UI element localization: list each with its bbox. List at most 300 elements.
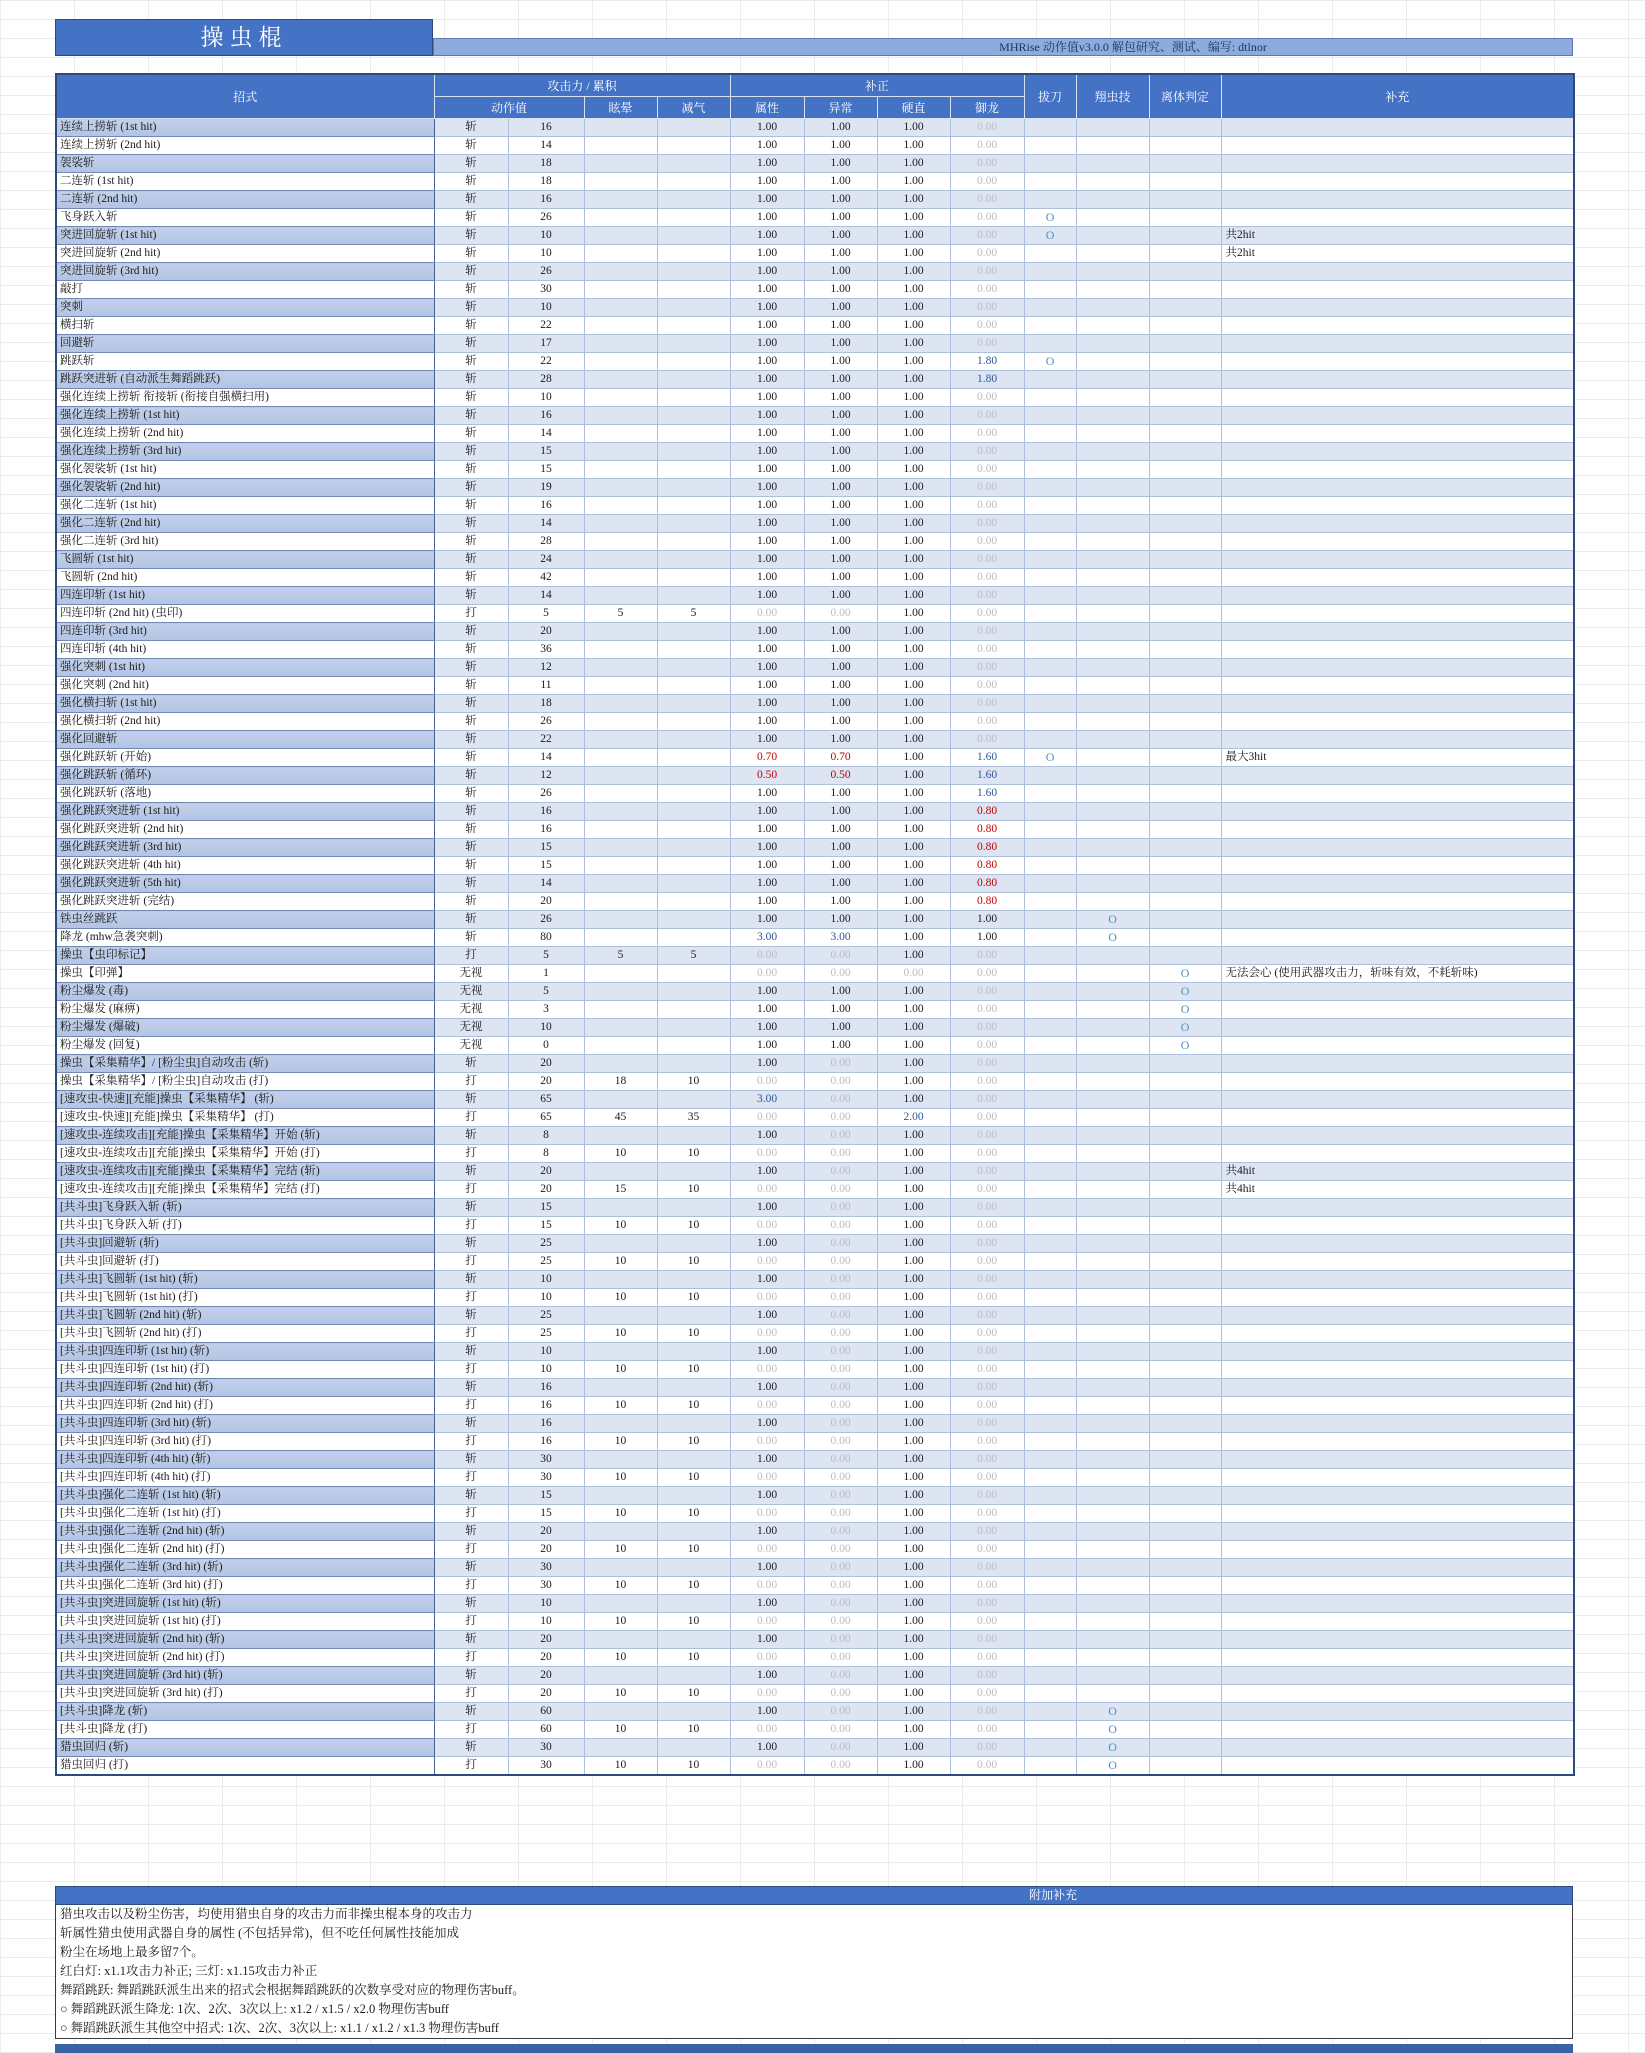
draw-attack-cell[interactable]: [1024, 947, 1076, 965]
riding-mod-cell[interactable]: 0.00: [950, 299, 1024, 317]
riding-mod-cell[interactable]: 0.00: [950, 1055, 1024, 1073]
motion-value-cell[interactable]: 65: [508, 1091, 584, 1109]
status-mod-cell[interactable]: 0.00: [804, 1487, 877, 1505]
stun-value-cell[interactable]: [584, 821, 657, 839]
status-mod-cell[interactable]: 0.00: [804, 1397, 877, 1415]
draw-attack-cell[interactable]: [1024, 1433, 1076, 1451]
exhaust-value-cell[interactable]: [657, 317, 730, 335]
move-name-cell[interactable]: [共斗虫]四连印斩 (4th hit) (斩): [56, 1451, 434, 1469]
stun-value-cell[interactable]: [584, 1127, 657, 1145]
riding-mod-cell[interactable]: 0.00: [950, 1631, 1024, 1649]
rigidity-mod-cell[interactable]: 1.00: [877, 803, 950, 821]
wirebug-skill-cell[interactable]: [1076, 1289, 1149, 1307]
motion-value-cell[interactable]: 1: [508, 965, 584, 983]
draw-attack-cell[interactable]: [1024, 1307, 1076, 1325]
riding-mod-cell[interactable]: 0.00: [950, 947, 1024, 965]
move-name-cell[interactable]: [共斗虫]飞圆斩 (2nd hit) (斩): [56, 1307, 434, 1325]
rigidity-mod-cell[interactable]: 1.00: [877, 173, 950, 191]
damage-type-cell[interactable]: 打: [434, 1145, 508, 1163]
status-mod-cell[interactable]: 1.00: [804, 137, 877, 155]
riding-mod-cell[interactable]: 0.00: [950, 677, 1024, 695]
motion-value-cell[interactable]: 30: [508, 1469, 584, 1487]
note-cell[interactable]: [1221, 1001, 1574, 1019]
riding-mod-cell[interactable]: 0.00: [950, 245, 1024, 263]
note-cell[interactable]: [1221, 1019, 1574, 1037]
damage-type-cell[interactable]: 斩: [434, 1739, 508, 1757]
riding-mod-cell[interactable]: 0.00: [950, 1163, 1024, 1181]
stun-value-cell[interactable]: [584, 1631, 657, 1649]
status-mod-cell[interactable]: 0.00: [804, 1145, 877, 1163]
detached-hit-cell[interactable]: [1149, 155, 1221, 173]
riding-mod-cell[interactable]: 0.00: [950, 407, 1024, 425]
damage-type-cell[interactable]: 斩: [434, 1127, 508, 1145]
status-mod-cell[interactable]: 1.00: [804, 227, 877, 245]
rigidity-mod-cell[interactable]: 1.00: [877, 299, 950, 317]
exhaust-value-cell[interactable]: [657, 983, 730, 1001]
draw-attack-cell[interactable]: [1024, 1685, 1076, 1703]
note-cell[interactable]: [1221, 1523, 1574, 1541]
exhaust-value-cell[interactable]: [657, 335, 730, 353]
damage-type-cell[interactable]: 无视: [434, 1001, 508, 1019]
wirebug-skill-cell[interactable]: [1076, 1559, 1149, 1577]
damage-type-cell[interactable]: 打: [434, 1397, 508, 1415]
draw-attack-cell[interactable]: [1024, 1199, 1076, 1217]
draw-attack-cell[interactable]: [1024, 731, 1076, 749]
note-cell[interactable]: [1221, 1433, 1574, 1451]
detached-hit-cell[interactable]: [1149, 317, 1221, 335]
motion-value-cell[interactable]: 30: [508, 1739, 584, 1757]
status-mod-cell[interactable]: 0.00: [804, 1577, 877, 1595]
note-cell[interactable]: 共4hit: [1221, 1181, 1574, 1199]
status-mod-cell[interactable]: 0.00: [804, 1685, 877, 1703]
stun-value-cell[interactable]: [584, 839, 657, 857]
damage-type-cell[interactable]: 斩: [434, 227, 508, 245]
exhaust-value-cell[interactable]: [657, 155, 730, 173]
move-name-cell[interactable]: 横扫斩: [56, 317, 434, 335]
exhaust-value-cell[interactable]: 10: [657, 1505, 730, 1523]
element-mod-cell[interactable]: 1.00: [730, 425, 804, 443]
stun-value-cell[interactable]: [584, 191, 657, 209]
wirebug-skill-cell[interactable]: [1076, 803, 1149, 821]
riding-mod-cell[interactable]: 0.00: [950, 1091, 1024, 1109]
detached-hit-cell[interactable]: [1149, 623, 1221, 641]
element-mod-cell[interactable]: 1.00: [730, 407, 804, 425]
note-cell[interactable]: [1221, 1127, 1574, 1145]
element-mod-cell[interactable]: 1.00: [730, 317, 804, 335]
stun-value-cell[interactable]: [584, 551, 657, 569]
damage-type-cell[interactable]: 斩: [434, 677, 508, 695]
note-cell[interactable]: [1221, 1631, 1574, 1649]
exhaust-value-cell[interactable]: 10: [657, 1325, 730, 1343]
motion-value-cell[interactable]: 16: [508, 821, 584, 839]
element-mod-cell[interactable]: 1.00: [730, 1487, 804, 1505]
rigidity-mod-cell[interactable]: 1.00: [877, 353, 950, 371]
detached-hit-circle-mark[interactable]: O: [1149, 1037, 1221, 1055]
motion-value-cell[interactable]: 25: [508, 1253, 584, 1271]
header-element[interactable]: 属性: [730, 97, 804, 119]
draw-attack-cell[interactable]: [1024, 245, 1076, 263]
detached-hit-cell[interactable]: [1149, 281, 1221, 299]
move-name-cell[interactable]: 粉尘爆发 (爆破): [56, 1019, 434, 1037]
element-mod-cell[interactable]: 0.00: [730, 1217, 804, 1235]
stun-value-cell[interactable]: [584, 443, 657, 461]
rigidity-mod-cell[interactable]: 1.00: [877, 1253, 950, 1271]
damage-type-cell[interactable]: 打: [434, 1613, 508, 1631]
motion-value-cell[interactable]: 20: [508, 893, 584, 911]
status-mod-cell[interactable]: 1.00: [804, 821, 877, 839]
wirebug-skill-cell[interactable]: [1076, 659, 1149, 677]
stun-value-cell[interactable]: [584, 803, 657, 821]
draw-attack-cell[interactable]: [1024, 479, 1076, 497]
motion-value-cell[interactable]: 14: [508, 749, 584, 767]
draw-attack-cell[interactable]: [1024, 1541, 1076, 1559]
riding-mod-cell[interactable]: 1.60: [950, 785, 1024, 803]
move-name-cell[interactable]: 强化跳跃突进斩 (1st hit): [56, 803, 434, 821]
draw-attack-cell[interactable]: [1024, 893, 1076, 911]
rigidity-mod-cell[interactable]: 1.00: [877, 1685, 950, 1703]
rigidity-mod-cell[interactable]: 1.00: [877, 227, 950, 245]
stun-value-cell[interactable]: [584, 1343, 657, 1361]
motion-value-cell[interactable]: 20: [508, 1667, 584, 1685]
note-cell[interactable]: [1221, 155, 1574, 173]
riding-mod-cell[interactable]: 0.00: [950, 1757, 1024, 1776]
exhaust-value-cell[interactable]: 10: [657, 1685, 730, 1703]
stun-value-cell[interactable]: [584, 515, 657, 533]
rigidity-mod-cell[interactable]: 1.00: [877, 1019, 950, 1037]
exhaust-value-cell[interactable]: [657, 1415, 730, 1433]
status-mod-cell[interactable]: 1.00: [804, 911, 877, 929]
note-cell[interactable]: [1221, 371, 1574, 389]
exhaust-value-cell[interactable]: 10: [657, 1433, 730, 1451]
stun-value-cell[interactable]: [584, 1199, 657, 1217]
detached-hit-cell[interactable]: [1149, 857, 1221, 875]
damage-type-cell[interactable]: 打: [434, 1757, 508, 1776]
header-rigidity[interactable]: 硬直: [877, 97, 950, 119]
stun-value-cell[interactable]: 10: [584, 1469, 657, 1487]
element-mod-cell[interactable]: 1.00: [730, 209, 804, 227]
riding-mod-cell[interactable]: 0.00: [950, 1289, 1024, 1307]
status-mod-cell[interactable]: 1.00: [804, 299, 877, 317]
motion-value-cell[interactable]: 15: [508, 839, 584, 857]
motion-value-cell[interactable]: 15: [508, 443, 584, 461]
move-name-cell[interactable]: 强化连续上捞斩 (3rd hit): [56, 443, 434, 461]
rigidity-mod-cell[interactable]: 1.00: [877, 245, 950, 263]
exhaust-value-cell[interactable]: [657, 1091, 730, 1109]
motion-value-cell[interactable]: 14: [508, 875, 584, 893]
riding-mod-cell[interactable]: 0.00: [950, 1505, 1024, 1523]
detached-hit-cell[interactable]: [1149, 1397, 1221, 1415]
header-stun[interactable]: 眩晕: [584, 97, 657, 119]
status-mod-cell[interactable]: 1.00: [804, 1001, 877, 1019]
motion-value-cell[interactable]: 10: [508, 245, 584, 263]
note-cell[interactable]: [1221, 191, 1574, 209]
stun-value-cell[interactable]: [584, 659, 657, 677]
status-mod-cell[interactable]: 1.00: [804, 335, 877, 353]
detached-hit-cell[interactable]: [1149, 587, 1221, 605]
stun-value-cell[interactable]: [584, 1379, 657, 1397]
status-mod-cell[interactable]: 1.00: [804, 155, 877, 173]
wirebug-skill-cell[interactable]: [1076, 1685, 1149, 1703]
rigidity-mod-cell[interactable]: 1.00: [877, 1343, 950, 1361]
damage-type-cell[interactable]: 打: [434, 1325, 508, 1343]
status-mod-cell[interactable]: 0.00: [804, 1091, 877, 1109]
exhaust-value-cell[interactable]: [657, 1451, 730, 1469]
wirebug-skill-cell[interactable]: [1076, 497, 1149, 515]
stun-value-cell[interactable]: [584, 353, 657, 371]
rigidity-mod-cell[interactable]: 1.00: [877, 1415, 950, 1433]
move-name-cell[interactable]: [共斗虫]四连印斩 (1st hit) (打): [56, 1361, 434, 1379]
damage-type-cell[interactable]: 斩: [434, 191, 508, 209]
stun-value-cell[interactable]: [584, 1703, 657, 1721]
appendix-note-line[interactable]: 斩属性猎虫使用武器自身的属性 (不包括异常)，但不吃任何属性技能加成: [60, 1926, 459, 1940]
wirebug-skill-cell[interactable]: [1076, 1667, 1149, 1685]
status-mod-cell[interactable]: 0.00: [804, 1559, 877, 1577]
motion-value-cell[interactable]: 20: [508, 1523, 584, 1541]
riding-mod-cell[interactable]: 0.00: [950, 281, 1024, 299]
wirebug-skill-cell[interactable]: [1076, 767, 1149, 785]
element-mod-cell[interactable]: 1.00: [730, 677, 804, 695]
stun-value-cell[interactable]: 18: [584, 1073, 657, 1091]
riding-mod-cell[interactable]: 1.60: [950, 767, 1024, 785]
motion-value-cell[interactable]: 16: [508, 119, 584, 137]
motion-value-cell[interactable]: 10: [508, 389, 584, 407]
damage-type-cell[interactable]: 斩: [434, 407, 508, 425]
riding-mod-cell[interactable]: 0.00: [950, 1649, 1024, 1667]
stun-value-cell[interactable]: [584, 407, 657, 425]
rigidity-mod-cell[interactable]: 1.00: [877, 1199, 950, 1217]
detached-hit-cell[interactable]: [1149, 1433, 1221, 1451]
motion-value-cell[interactable]: 16: [508, 407, 584, 425]
note-cell[interactable]: [1221, 1739, 1574, 1757]
rigidity-mod-cell[interactable]: 1.00: [877, 533, 950, 551]
damage-type-cell[interactable]: 斩: [434, 875, 508, 893]
wirebug-skill-cell[interactable]: [1076, 137, 1149, 155]
motion-value-cell[interactable]: 11: [508, 677, 584, 695]
note-cell[interactable]: [1221, 857, 1574, 875]
damage-type-cell[interactable]: 斩: [434, 857, 508, 875]
detached-hit-cell[interactable]: [1149, 1613, 1221, 1631]
element-mod-cell[interactable]: 1.00: [730, 371, 804, 389]
move-name-cell[interactable]: [共斗虫]强化二连斩 (3rd hit) (斩): [56, 1559, 434, 1577]
status-mod-cell[interactable]: 1.00: [804, 983, 877, 1001]
exhaust-value-cell[interactable]: 10: [657, 1397, 730, 1415]
wirebug-skill-circle-mark[interactable]: O: [1076, 1721, 1149, 1739]
element-mod-cell[interactable]: 1.00: [730, 1001, 804, 1019]
draw-attack-cell[interactable]: [1024, 137, 1076, 155]
wirebug-skill-cell[interactable]: [1076, 1271, 1149, 1289]
detached-hit-cell[interactable]: [1149, 1199, 1221, 1217]
move-name-cell[interactable]: 飞圆斩 (2nd hit): [56, 569, 434, 587]
move-name-cell[interactable]: 强化跳跃斩 (循环): [56, 767, 434, 785]
status-mod-cell[interactable]: 0.00: [804, 1757, 877, 1776]
wirebug-skill-cell[interactable]: [1076, 965, 1149, 983]
detached-hit-cell[interactable]: [1149, 1757, 1221, 1776]
element-mod-cell[interactable]: 1.00: [730, 641, 804, 659]
riding-mod-cell[interactable]: 0.00: [950, 1523, 1024, 1541]
riding-mod-cell[interactable]: 0.00: [950, 1397, 1024, 1415]
note-cell[interactable]: [1221, 515, 1574, 533]
damage-type-cell[interactable]: 打: [434, 1289, 508, 1307]
exhaust-value-cell[interactable]: 5: [657, 947, 730, 965]
riding-mod-cell[interactable]: 0.80: [950, 893, 1024, 911]
draw-attack-cell[interactable]: [1024, 443, 1076, 461]
move-name-cell[interactable]: [共斗虫]降龙 (打): [56, 1721, 434, 1739]
wirebug-skill-cell[interactable]: [1076, 551, 1149, 569]
draw-attack-cell[interactable]: [1024, 1595, 1076, 1613]
stun-value-cell[interactable]: [584, 155, 657, 173]
rigidity-mod-cell[interactable]: 1.00: [877, 335, 950, 353]
note-cell[interactable]: [1221, 623, 1574, 641]
move-name-cell[interactable]: [共斗虫]四连印斩 (3rd hit) (打): [56, 1433, 434, 1451]
detached-hit-cell[interactable]: [1149, 821, 1221, 839]
damage-type-cell[interactable]: 斩: [434, 785, 508, 803]
stun-value-cell[interactable]: [584, 137, 657, 155]
stun-value-cell[interactable]: [584, 209, 657, 227]
motion-value-cell[interactable]: 14: [508, 137, 584, 155]
motion-value-cell[interactable]: 15: [508, 1487, 584, 1505]
rigidity-mod-cell[interactable]: 1.00: [877, 983, 950, 1001]
damage-type-cell[interactable]: 无视: [434, 1019, 508, 1037]
element-mod-cell[interactable]: 1.00: [730, 1163, 804, 1181]
riding-mod-cell[interactable]: 0.00: [950, 515, 1024, 533]
rigidity-mod-cell[interactable]: 1.00: [877, 785, 950, 803]
damage-type-cell[interactable]: 斩: [434, 1379, 508, 1397]
motion-value-cell[interactable]: 26: [508, 209, 584, 227]
move-name-cell[interactable]: 强化连续上捞斩 (2nd hit): [56, 425, 434, 443]
detached-hit-cell[interactable]: [1149, 1109, 1221, 1127]
element-mod-cell[interactable]: 0.00: [730, 1073, 804, 1091]
motion-value-cell[interactable]: 12: [508, 659, 584, 677]
rigidity-mod-cell[interactable]: 1.00: [877, 1001, 950, 1019]
riding-mod-cell[interactable]: 0.00: [950, 1595, 1024, 1613]
detached-hit-circle-mark[interactable]: O: [1149, 1001, 1221, 1019]
detached-hit-cell[interactable]: [1149, 137, 1221, 155]
exhaust-value-cell[interactable]: [657, 659, 730, 677]
riding-mod-cell[interactable]: 0.00: [950, 1199, 1024, 1217]
element-mod-cell[interactable]: 1.00: [730, 1559, 804, 1577]
exhaust-value-cell[interactable]: [657, 119, 730, 137]
element-mod-cell[interactable]: 3.00: [730, 1091, 804, 1109]
detached-hit-cell[interactable]: [1149, 767, 1221, 785]
note-cell[interactable]: [1221, 713, 1574, 731]
damage-type-cell[interactable]: 斩: [434, 569, 508, 587]
draw-attack-cell[interactable]: [1024, 1631, 1076, 1649]
rigidity-mod-cell[interactable]: 1.00: [877, 425, 950, 443]
wirebug-skill-cell[interactable]: [1076, 245, 1149, 263]
element-mod-cell[interactable]: 1.00: [730, 461, 804, 479]
detached-hit-cell[interactable]: [1149, 263, 1221, 281]
stun-value-cell[interactable]: [584, 911, 657, 929]
stun-value-cell[interactable]: [584, 1487, 657, 1505]
detached-hit-cell[interactable]: [1149, 245, 1221, 263]
detached-hit-cell[interactable]: [1149, 947, 1221, 965]
riding-mod-cell[interactable]: 0.00: [950, 389, 1024, 407]
rigidity-mod-cell[interactable]: 1.00: [877, 1505, 950, 1523]
rigidity-mod-cell[interactable]: 1.00: [877, 1631, 950, 1649]
move-name-cell[interactable]: 铁虫丝跳跃: [56, 911, 434, 929]
element-mod-cell[interactable]: 1.00: [730, 1055, 804, 1073]
draw-attack-cell[interactable]: [1024, 155, 1076, 173]
riding-mod-cell[interactable]: 0.00: [950, 317, 1024, 335]
rigidity-mod-cell[interactable]: 1.00: [877, 497, 950, 515]
riding-mod-cell[interactable]: 0.00: [950, 1415, 1024, 1433]
exhaust-value-cell[interactable]: [657, 1037, 730, 1055]
stun-value-cell[interactable]: 5: [584, 605, 657, 623]
riding-mod-cell[interactable]: 0.00: [950, 623, 1024, 641]
detached-hit-cell[interactable]: [1149, 695, 1221, 713]
exhaust-value-cell[interactable]: 10: [657, 1541, 730, 1559]
draw-attack-cell[interactable]: [1024, 533, 1076, 551]
detached-hit-cell[interactable]: [1149, 1649, 1221, 1667]
element-mod-cell[interactable]: 1.00: [730, 587, 804, 605]
rigidity-mod-cell[interactable]: 2.00: [877, 1109, 950, 1127]
draw-attack-cell[interactable]: [1024, 1037, 1076, 1055]
damage-type-cell[interactable]: 斩: [434, 263, 508, 281]
stun-value-cell[interactable]: [584, 875, 657, 893]
damage-type-cell[interactable]: 打: [434, 1361, 508, 1379]
stun-value-cell[interactable]: 10: [584, 1757, 657, 1776]
status-mod-cell[interactable]: 1.00: [804, 245, 877, 263]
status-mod-cell[interactable]: 0.00: [804, 1199, 877, 1217]
note-cell[interactable]: [1221, 1469, 1574, 1487]
rigidity-mod-cell[interactable]: 1.00: [877, 1037, 950, 1055]
motion-value-cell[interactable]: 20: [508, 1055, 584, 1073]
move-name-cell[interactable]: 突进回旋斩 (2nd hit): [56, 245, 434, 263]
wirebug-skill-cell[interactable]: [1076, 1001, 1149, 1019]
wirebug-skill-cell[interactable]: [1076, 1019, 1149, 1037]
note-cell[interactable]: [1221, 1199, 1574, 1217]
element-mod-cell[interactable]: 1.00: [730, 1343, 804, 1361]
motion-value-cell[interactable]: 20: [508, 1631, 584, 1649]
stun-value-cell[interactable]: 10: [584, 1289, 657, 1307]
riding-mod-cell[interactable]: 0.00: [950, 1667, 1024, 1685]
draw-attack-cell[interactable]: [1024, 1325, 1076, 1343]
detached-hit-cell[interactable]: [1149, 497, 1221, 515]
damage-type-cell[interactable]: 打: [434, 1721, 508, 1739]
motion-value-cell[interactable]: 42: [508, 569, 584, 587]
note-cell[interactable]: [1221, 1307, 1574, 1325]
draw-attack-cell[interactable]: [1024, 1757, 1076, 1776]
status-mod-cell[interactable]: 1.00: [804, 353, 877, 371]
damage-type-cell[interactable]: 斩: [434, 623, 508, 641]
note-cell[interactable]: 共2hit: [1221, 227, 1574, 245]
detached-hit-cell[interactable]: [1149, 1217, 1221, 1235]
detached-hit-cell[interactable]: [1149, 803, 1221, 821]
riding-mod-cell[interactable]: 0.00: [950, 1469, 1024, 1487]
element-mod-cell[interactable]: 1.00: [730, 515, 804, 533]
exhaust-value-cell[interactable]: [657, 191, 730, 209]
draw-attack-cell[interactable]: [1024, 803, 1076, 821]
header-riding[interactable]: 御龙: [950, 97, 1024, 119]
note-cell[interactable]: [1221, 1379, 1574, 1397]
note-cell[interactable]: [1221, 1289, 1574, 1307]
note-cell[interactable]: [1221, 119, 1574, 137]
exhaust-value-cell[interactable]: [657, 497, 730, 515]
damage-type-cell[interactable]: 斩: [434, 551, 508, 569]
stun-value-cell[interactable]: [584, 767, 657, 785]
header-status[interactable]: 异常: [804, 97, 877, 119]
motion-value-cell[interactable]: 20: [508, 623, 584, 641]
rigidity-mod-cell[interactable]: 1.00: [877, 1127, 950, 1145]
detached-hit-cell[interactable]: [1149, 929, 1221, 947]
rigidity-mod-cell[interactable]: 1.00: [877, 569, 950, 587]
motion-value-cell[interactable]: 60: [508, 1703, 584, 1721]
note-cell[interactable]: [1221, 1109, 1574, 1127]
element-mod-cell[interactable]: 1.00: [730, 353, 804, 371]
exhaust-value-cell[interactable]: [657, 371, 730, 389]
exhaust-value-cell[interactable]: 10: [657, 1721, 730, 1739]
status-mod-cell[interactable]: 0.00: [804, 1649, 877, 1667]
